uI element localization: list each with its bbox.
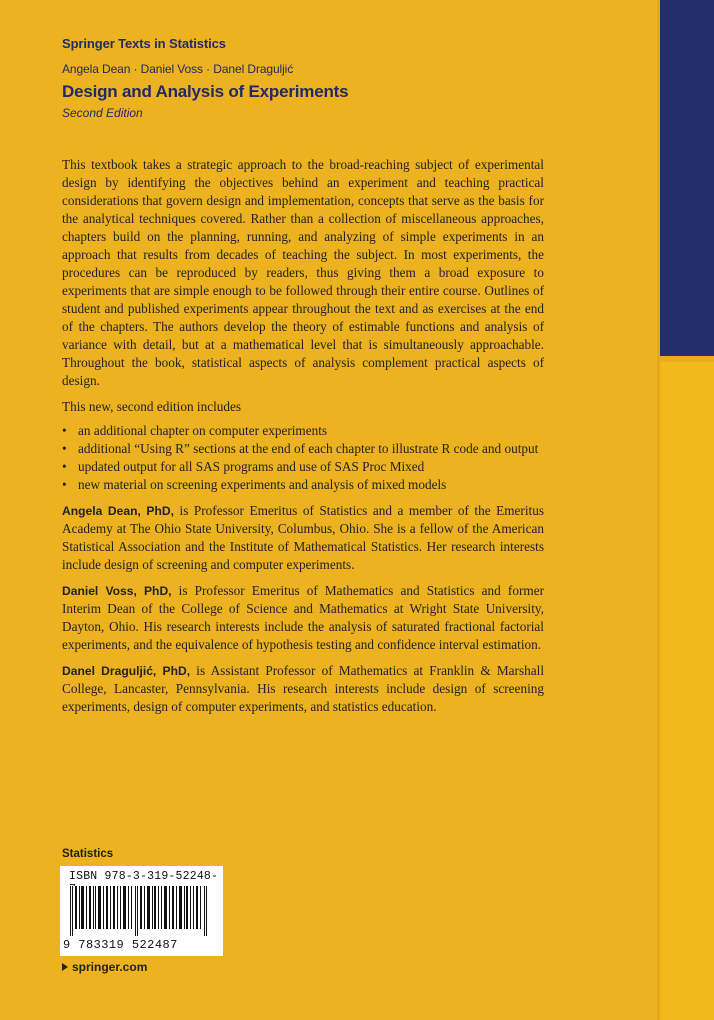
authors-line: Angela Dean · Daniel Voss · Danel Draguljić <box>62 62 294 76</box>
author-bio-angela-dean <box>62 502 544 574</box>
author-bio-text: is Assistant Professor of Mathematics at Franklin & Marshall College, Lancaster, Pennsylvania. His research interests include design of screening experiments, design of computer experiments, and statistics education. <box>62 663 544 714</box>
author-bio-danel-draguljic <box>62 662 544 716</box>
feature-item: • additional “Using R” sections at the end of each chapter to illustrate R code and output <box>77 440 544 458</box>
author-bio-text: is Professor Emeritus of Mathematics and Statistics and former Interim Dean of the College of Science and Mathematics at Wright State University, Dayton, Ohio. His research interests include the analysis of saturated fractional factorial experiments, and the equivalence of hypothesis testing and confidence interval estimation. <box>62 583 544 652</box>
summary-paragraph: This textbook takes a strategic approach to the broad-reaching subject of experimental design by identifying the objectives behind an experiment and teaching practical considerations that govern design and implementation, concepts that serve as the basis for the analytical techniques covered. Rather than a collection of miscellaneous approaches, chapters build on the planning, running, and analyzing of simple experiments in an approach that results from decades of teaching the subject. In most experiments, the procedures can be reproduced by readers, thus giving them a broad exposure to experiments that are simple enough to be followed through their entire course. Outlines of student and published experiments appear throughout the text and as exercises at the end of the chapters. The authors develop the theory of estimable functions and analysis of variance with detail, but at a mathematical level that is simultaneously approachable. Throughout the book, statistical aspects of analysis complement practical aspects of design. <box>62 157 544 388</box>
author-bio-text: is Professor Emeritus of Statistics and a member of the Emeritus Academy at The Ohio State University, Columbus, Ohio. She is a fellow of the American Statistical Association and the Institute of Mathematical Statistics. Her research interests include design of screening and computer experiments. <box>62 503 544 572</box>
publisher-url[interactable]: springer.com <box>72 960 148 974</box>
feature-list <box>62 422 544 494</box>
feature-item: • new material on screening experiments and analysis of mixed models <box>77 476 544 494</box>
includes-intro: This new, second edition includes <box>62 399 242 414</box>
barcode-icon <box>68 886 215 936</box>
arrow-right-icon <box>62 963 68 971</box>
author-name: Danel Draguljić, PhD, <box>62 664 191 678</box>
isbn-label: ISBN 978-3-319-52248- <box>69 870 219 883</box>
book-title: Design and Analysis of Experiments <box>62 82 349 101</box>
barcode-number: 9 783319 522487 <box>63 938 178 952</box>
spine-navy-band <box>660 0 714 356</box>
feature-item: • updated output for all SAS programs and use of SAS Proc Mixed <box>77 458 544 476</box>
series-title: Springer Texts in Statistics <box>62 36 226 51</box>
author-name: Angela Dean, PhD, <box>62 504 174 518</box>
spine-strip <box>657 0 714 1020</box>
edition-label: Second Edition <box>62 106 143 120</box>
feature-item: • an additional chapter on computer experiments <box>77 422 544 440</box>
description-block <box>62 156 544 724</box>
author-name: Daniel Voss, PhD, <box>62 584 172 598</box>
publisher-link[interactable] <box>62 960 147 974</box>
author-bio-daniel-voss <box>62 582 544 654</box>
isbn-barcode <box>60 866 223 956</box>
spine-gap <box>660 356 714 362</box>
subject-category: Statistics <box>62 848 114 860</box>
